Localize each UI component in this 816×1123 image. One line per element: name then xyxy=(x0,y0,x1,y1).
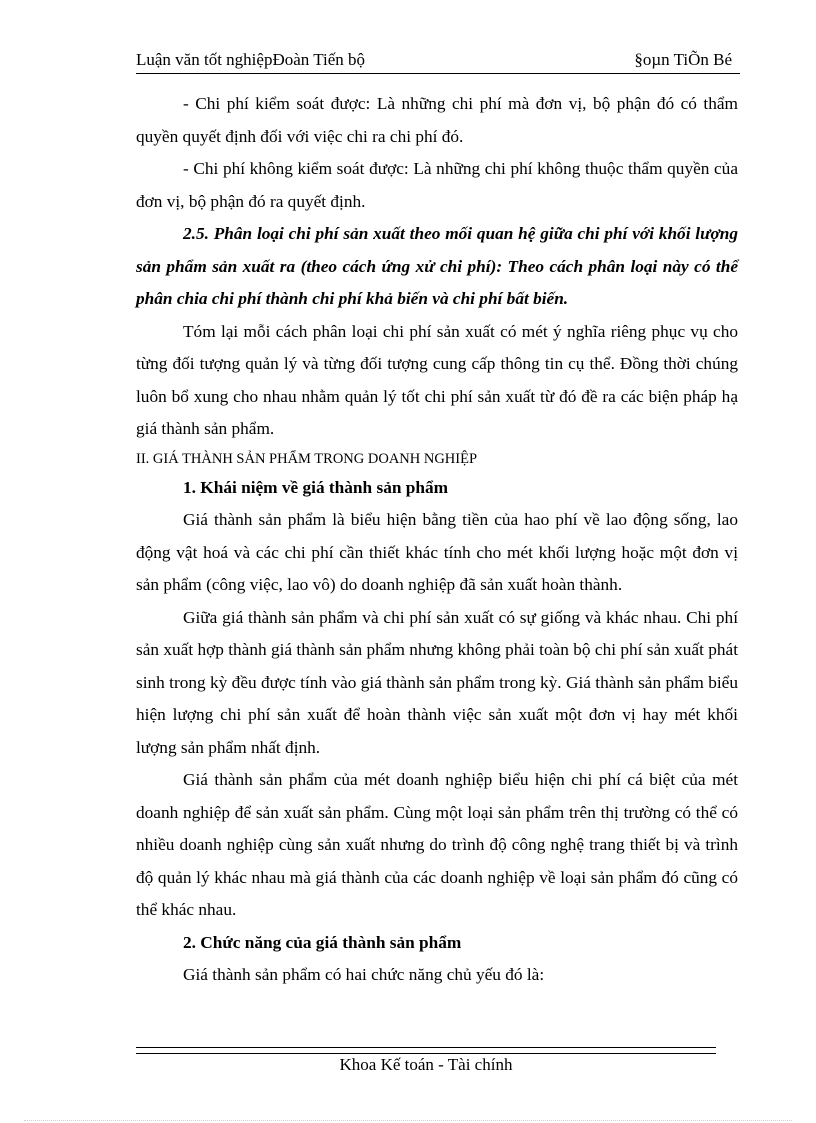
paragraph-product-cost-definition: Giá thành sản phẩm là biểu hiện bằng tiền của hao phí về lao động sống, lao động vật hoá và các chi phí cần thiết khác tính cho mét khối lượng hoặc một đơn vị sản phẩm (công việc, lao vô) do doanh nghiệp đã sản xuất hoàn thành. xyxy=(136,510,738,594)
header-author-name: §oµn TiÕn Bé xyxy=(634,50,732,69)
paragraph-summary: Tóm lại mỗi cách phân loại chi phí sản xuất có mét ý nghĩa riêng phục vụ cho từng đối tượng quản lý và từng đối tượng cung cấp thông tin cụ thể. Đồng thời chúng luôn bổ xung cho nhau nhằm quản lý tốt chi phí sản xuất từ đó đề ra các biện pháp hạ giá thành sản phẩm. xyxy=(136,321,738,438)
paragraph-two-functions: Giá thành sản phẩm có hai chức năng chủ yếu đó là: xyxy=(183,965,545,984)
paragraph-uncontrollable-costs: - Chi phí không kiểm soát được: Là những chi phí không thuộc thẩm quyền của đơn vị, bộ phận đó ra quyết định. xyxy=(136,159,738,211)
header-thesis-title: Luận văn tốt nghiệpĐoàn Tiến bộ xyxy=(136,50,366,69)
page-bottom-edge xyxy=(24,1120,792,1121)
section-heading-product-cost: II. GIÁ THÀNH SẢN PHẨM TRONG DOANH NGHIỆP xyxy=(136,450,478,467)
paragraph-controllable-costs: - Chi phí kiểm soát được: Là những chi phí mà đơn vị, bộ phận đó có thẩm quyền quyết định đối với việc chi ra chi phí đó. xyxy=(136,94,738,146)
paragraph-cost-comparison: Giữa giá thành sản phẩm và chi phí sản xuất có sự giống và khác nhau. Chi phí sản xuất hợp thành giá thành sản phẩm nhưng không phải toàn bộ chi phí sản xuất phát sinh trong kỳ đều được tính vào giá thành sản phẩm trong kỳ. Giá thành sản phẩm biểu hiện lượng chi phí sản xuất để hoàn thành việc sản xuất một đơn vị hay mét khối lượng sản phẩm nhất định. xyxy=(136,607,738,757)
page-body xyxy=(136,88,738,992)
subheading-product-cost-concept: 1. Khái niệm về giá thành sản phẩm xyxy=(183,477,449,497)
subheading-product-cost-functions: 2. Chức năng của giá thành sản phẩm xyxy=(183,932,462,952)
paragraph-cost-behavior-classification: 2.5. Phân loại chi phí sản xuất theo mối quan hệ giữa chi phí với khối lượng sản phẩm sản xuất ra (theo cách ứng xử chi phí): Theo cách phân loại này có thể phân chia chi phí thành chi phí khả biến và chi phí bất biến. xyxy=(136,224,738,308)
page-header xyxy=(136,47,740,74)
page-footer: Khoa Kế toán - Tài chính xyxy=(339,1055,513,1074)
paragraph-individual-cost: Giá thành sản phẩm của mét doanh nghiệp biểu hiện chi phí cá biệt của mét doanh nghiệp để sản xuất sản phẩm. Cùng một loại sản phẩm trên thị trường có thể có nhiều doanh nghiệp cùng sản xuất nhưng do trình độ công nghệ trang thiết bị và trình độ quản lý khác nhau mà giá thành của các doanh nghiệp về loại sản phẩm đó cũng có thể khác nhau. xyxy=(136,770,738,919)
